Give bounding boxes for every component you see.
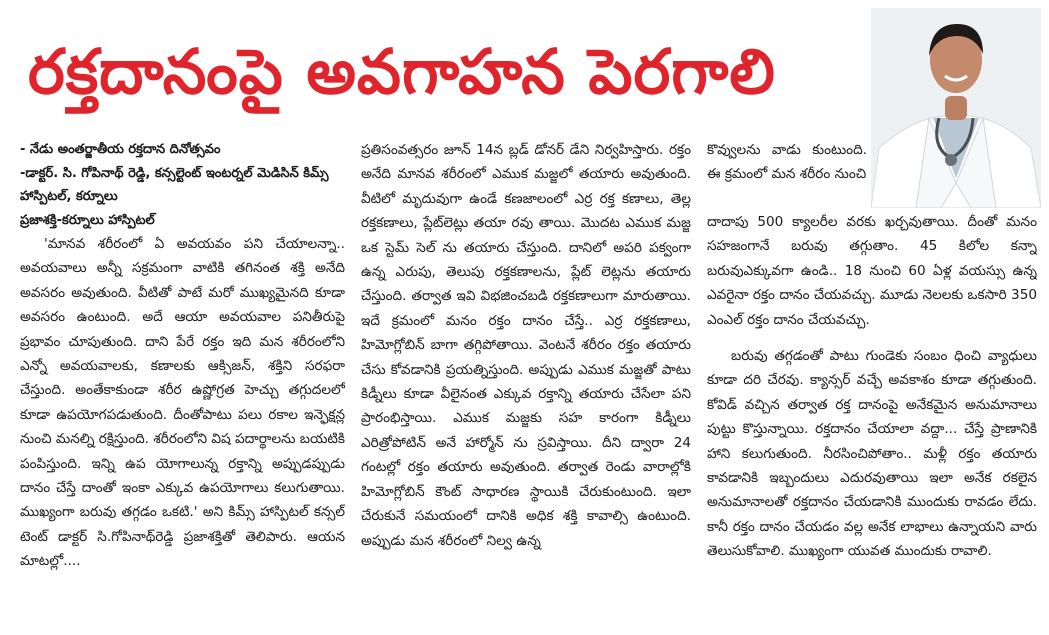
- doctor-photo: [871, 8, 1041, 208]
- headline: రక్తదానంపై అవగాహన పెరగాలి: [28, 35, 776, 108]
- credit-line-3: ప్రజాశక్తి-కర్నూలు హాస్పిటల్: [20, 212, 155, 228]
- body-paragraph: కొవ్వులను వాడు కుంటుంది. ఈ క్రమంలో మన శరీరం నుంచి: [707, 142, 867, 183]
- body-paragraph: 'మానవ శరీరంలో ఏ అవయవం పని చేయాలన్నా.. అవయవాలు అన్నీ సక్రమంగా వాటికి తగినంత శక్తి అనేది అవసరం అవుతుంది. వీటితో పాటే మరో ముఖ్యమైనది కూడా అవసరం ఉంటుంది. అదే ఆయా అవయవాల పనితీరుపై ప్రభావం చూపుతుంది. దాని పేరే రక్తం ఇది మన శరీరంలోని ఎన్నో అవయవాలకు, కణాలకు ఆక్సిజన్, శక్తిని సరఫరా చేస్తుంది. అంతేకాకుండా శరీర ఉష్ణోగ్రత హెచ్చు తగ్గుదలలో కూడా ఉపయోగపడుతుంది. దీంతోపాటు పలు రకాల ఇన్ఫెక్షన్ల నుంచి మనల్ని రక్షిస్తుంది. శరీరంలోని విష పదార్థాలను బయటికి పంపిస్తుంది. ఇన్ని ఉప యోగాలున్న రక్తాన్ని అప్పుడప్పుడు దానం చేస్తే దాంతో ఇంకా ఎక్కువ ఉపయోగాలు కలుగుతాయి. ముఖ్యంగా బరువు తగ్గడం ఒకటి.' అని కిమ్స్ హాస్పిటల్ కన్సల్ టెంట్ డాక్టర్ సి.గోపినాథ్‌రెడ్డి ప్రజాశక్తితో తెలిపారు. ఆయన మాటల్లో....: [20, 236, 345, 570]
- body-paragraph: ప్రతిసంవత్సరం జూన్ 14న బ్లడ్ డోనర్ డేని నిర్వహిస్తారు. రక్తం అనేది మానవ శరీరంలో ఎముక మజ్జలో తయారు అవుతుంది. వీటిలో మృదువుగా ఉండే కణజాలంలో ఎర్ర రక్త కణాలు, తెల్ల రక్తకణాలు, ప్లేట్‌లెట్లు తయా రవు తాయి. మొదట ఎముక మజ్జ ఒక స్టెమ్ సెల్ ను తయారు చేస్తుంది. దానిలో అపరి పక్వంగా ఉన్న ఎరుపు, తెలుపు రక్తకణాలను, ప్లేట్ లెట్లను తయారు చేస్తుంది. తర్వాత ఇవి విభజించబడి రక్తకణాలుగా మారుతాయి. ఇదే క్రమంలో మనం రక్తం దానం చేస్తే.. ఎర్ర రక్తకణాలు, హిమోగ్లోబిన్ బాగా తగ్గిపోతాయి. వెంటనే శరీరం రక్తం తయారు చేసు కోవడానికి ప్రయత్నిస్తుంది. అప్పుడు ఎముక మజ్జతో పాటు కిడ్నీలు కూడా వీలైనంత ఎక్కువ రక్తాన్ని తయారు చేసేలా పని ప్రారంభిస్తాయి. ఎముక మజ్జకు సహ కారంగా కిడ్నీలు ఎరిత్రోపోటిన్ అనే హార్మోన్ ను స్రవిస్తాయి. దీని ద్వారా 24 గంటల్లో రక్తం తయారు అవుతుంది. తర్వాత రెండు వారాల్లోకి హిమోగ్లోబిన్ కౌంట్ సాధారణ స్థాయికి చేరుకుంటుంది. ఇలా చేరుకునే సమయంలో దానికి అధిక శక్తి కావాల్సి ఉంటుంది. అప్పుడు మన శరీరంలో నిల్వ ఉన్న: [361, 142, 691, 549]
- paragraph-spacer: [707, 332, 1037, 344]
- article-column-1: [20, 138, 345, 628]
- article-column-3-top: [707, 138, 867, 208]
- article-column-2: [361, 138, 691, 628]
- credit-line-1: - నేడు అంతర్జాతీయ రక్తదాన దినోత్సవం: [20, 142, 221, 157]
- credits-block: [20, 138, 345, 232]
- body-paragraph: బరువు తగ్గడంతో పాటు గుండెకు సంబం ధించి వ్యాధులు కూడా దరి చేరవు. క్యాన్సర్ వచ్చే అవకాశం కూడా తగ్గుతుంది. కోవిడ్ వచ్చిన తర్వాత రక్త దానంపై అనేకమైన అనుమానాలు పుట్టు కొస్తున్నాయి. రక్తదానం చేయాలా వద్దా... చేస్తే ప్రాణానికి హాని కలుగుతుంది. నీరసించిపోతాం.. మళ్లీ రక్తం తయారు కావడానికి ఇబ్బందులు ఎదురవుతాయి ఇలా అనేక రకలైన అనుమానాలతో రక్తదానం చేయడానికి ముందుకు రావడం లేదు. కానీ రక్తం దానం చేయడం వల్ల అనేక లాభాలు ఉన్నాయని వారు తెలుసుకోవాలి. ముఖ్యంగా యువత ముందుకు రావాలి.: [707, 348, 1037, 560]
- body-paragraph: దాదాపు 500 క్యాలరీల వరకు ఖర్చవుతాయి. దీంతో మనం సహజంగానే బరువు తగ్గుతాం. 45 కిలోల కన్నా బరువుఎక్కువగా ఉండి.. 18 నుంచి 60 ఏళ్ల వయస్సు ఉన్న ఎవరైనా రక్తం దానం చేయవచ్చు. మూడు నెలలకు ఒకసారి 350 ఎంఎల్ రక్తం దానం చేయవచ్చు.: [707, 214, 1037, 328]
- credit-line-2: -డాక్టర్. సి. గోపినాథ్ రెడ్డి, కన్సల్టెంట్ ఇంటర్నల్ మెడిసిన్ కిమ్స్ హాస్పిటల్, కర్నూలు: [20, 165, 329, 204]
- article-column-3: [707, 210, 1037, 628]
